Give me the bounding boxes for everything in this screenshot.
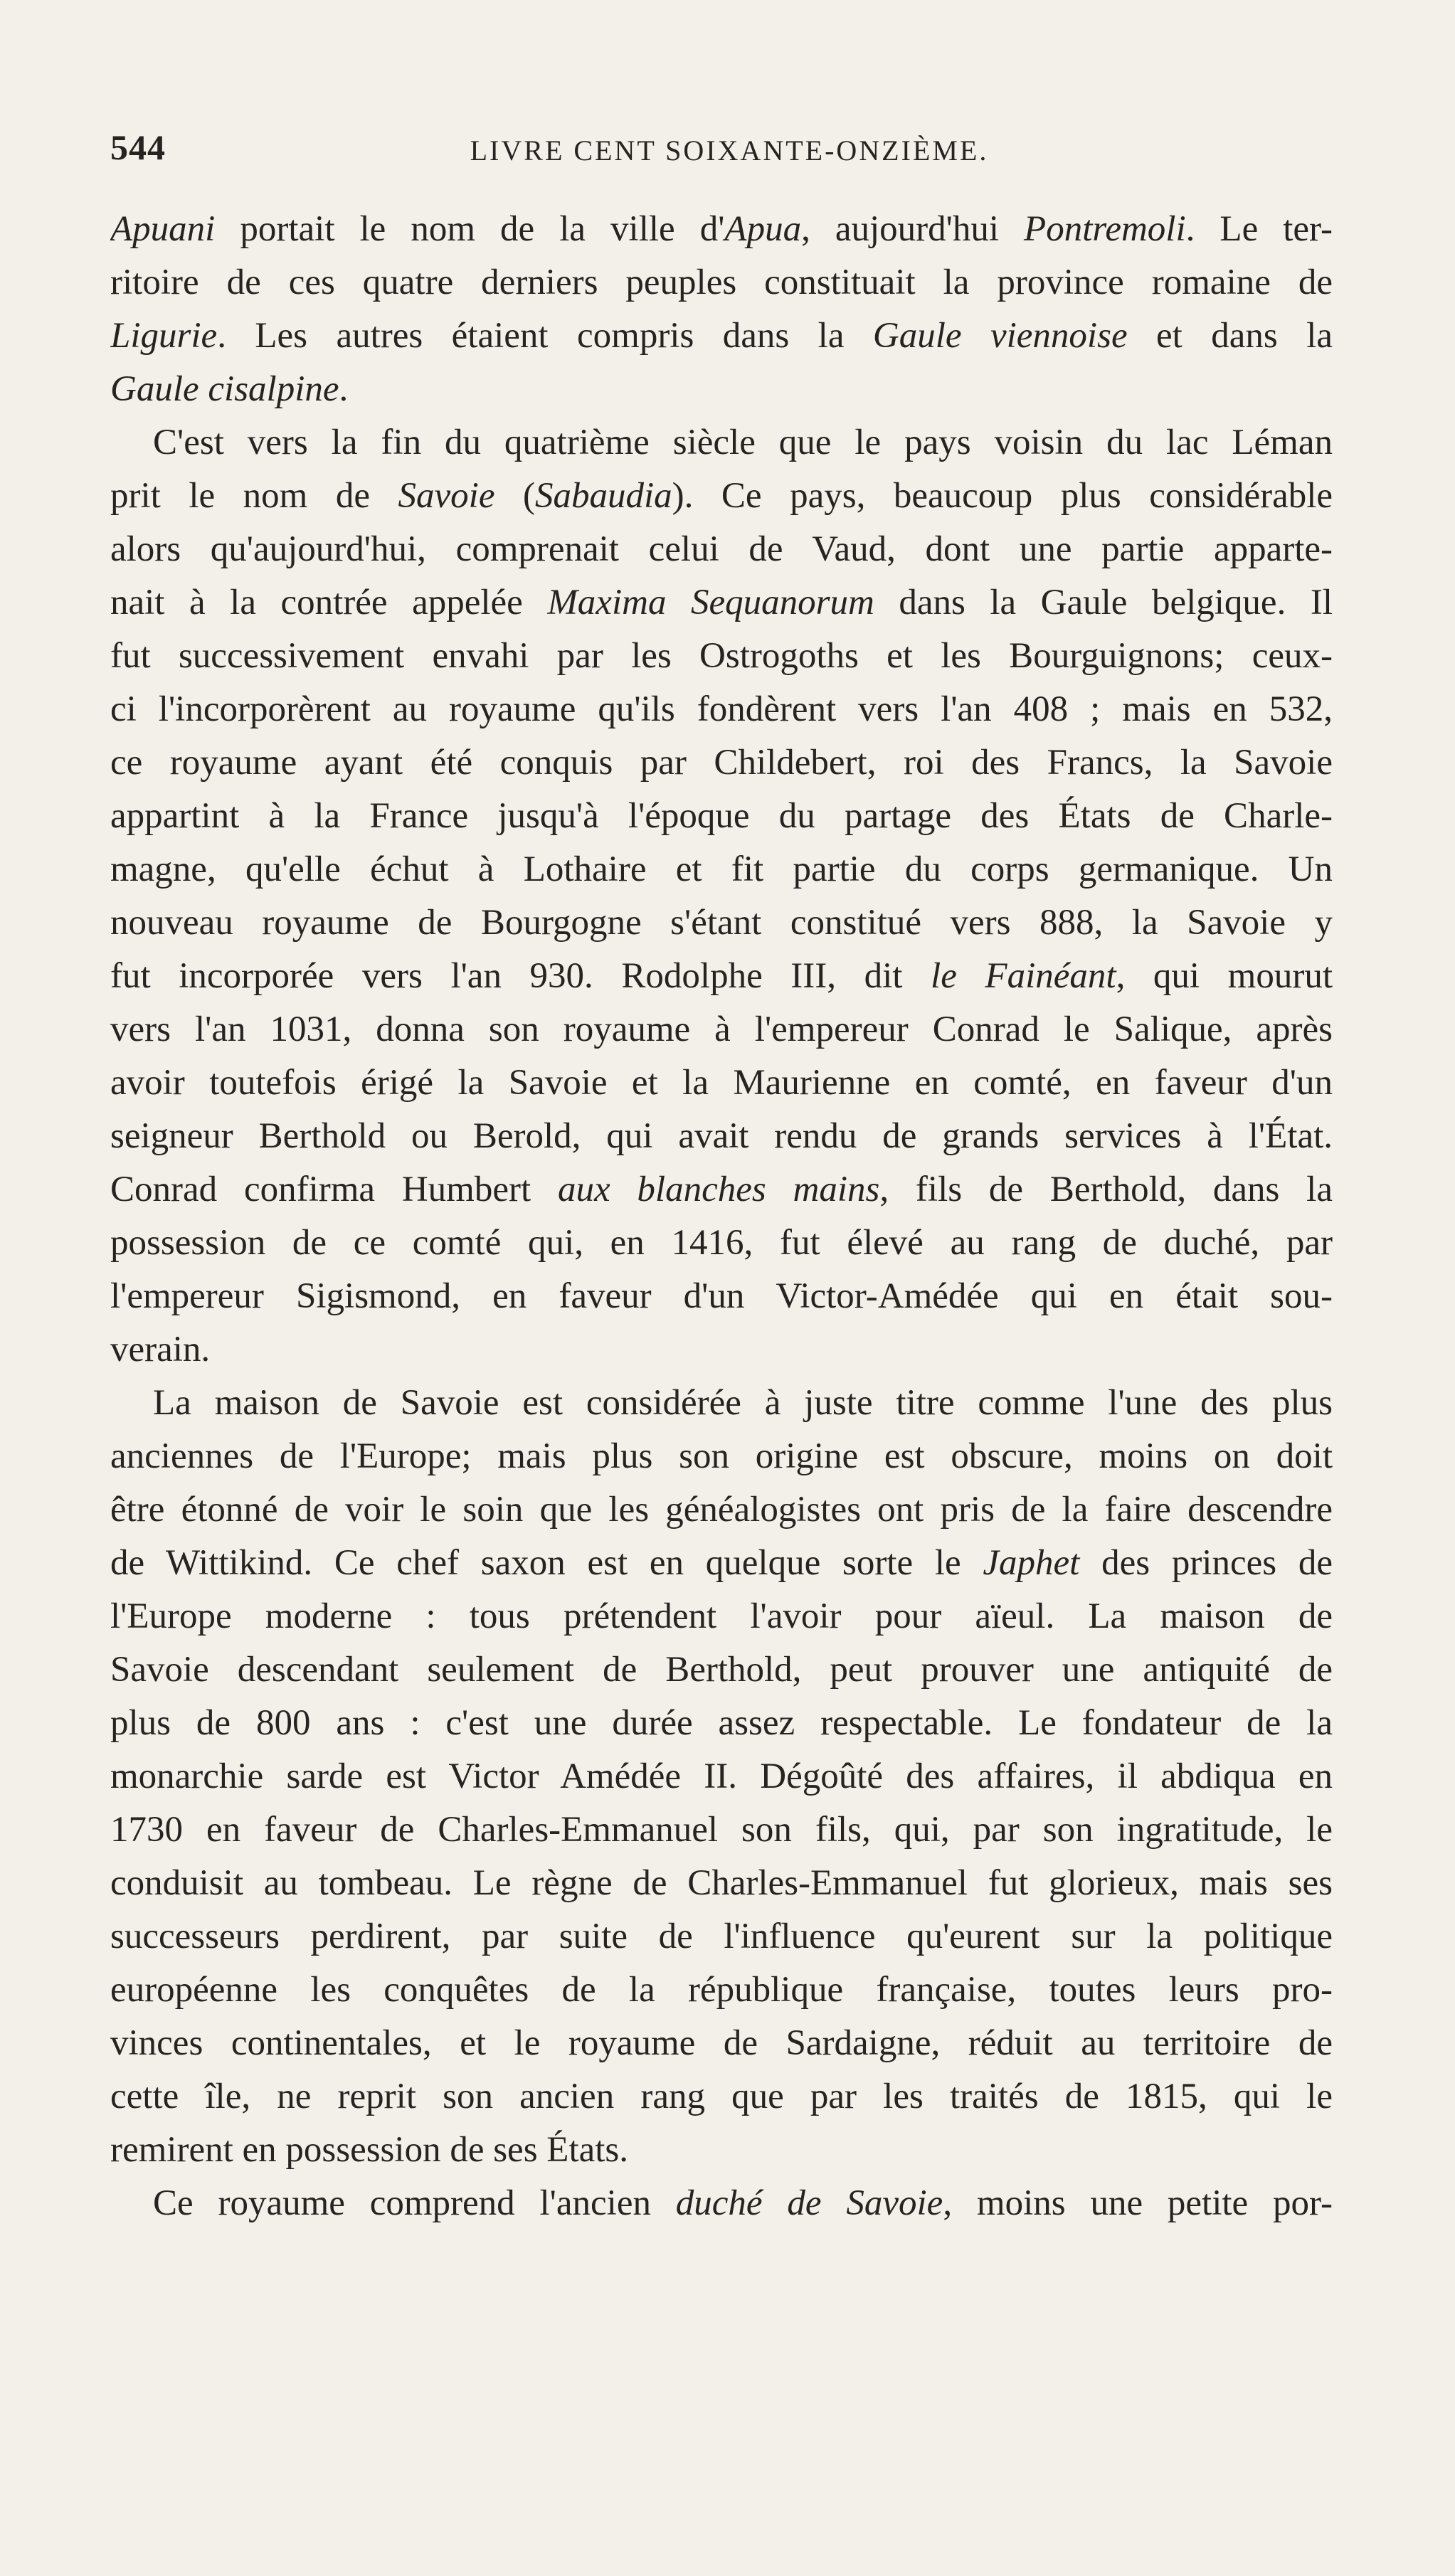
text-line <box>110 576 1333 630</box>
text-segment: ( <box>494 476 535 516</box>
text-segment: nouveau royaume de Bourgogne s'étant constitué vers 888, la Savoie y <box>110 903 1333 943</box>
text-line <box>110 1430 1333 1483</box>
text-line <box>110 1857 1333 1910</box>
text-segment: . Le ter- <box>1185 209 1333 249</box>
text-line <box>110 1910 1333 1963</box>
text-segment: Conrad confirma Humbert <box>110 1170 558 1209</box>
page-header <box>110 127 1334 184</box>
text-segment: ritoire de ces quatre derniers peuples constituait la province romaine de <box>110 263 1333 302</box>
text-segment: européenne les conquêtes de la république française, toutes leurs pro- <box>110 1970 1333 2010</box>
text-line <box>110 950 1333 1003</box>
text-segment: prit le nom de <box>110 476 398 516</box>
text-body <box>110 203 1333 2230</box>
text-segment: ce royaume ayant été conquis par Childebert, roi des Francs, la Savoie <box>110 743 1333 783</box>
text-segment: des princes de <box>1079 1543 1333 1583</box>
running-title: LIVRE CENT SOIXANTE-ONZIÈME. <box>470 134 989 166</box>
text-line <box>110 843 1333 896</box>
text-line <box>110 1750 1333 1803</box>
italic-text: Maxima Sequanorum <box>547 583 874 622</box>
italic-text: Savoie <box>398 476 495 516</box>
text-line <box>110 2124 1333 2177</box>
text-segment: possession de ce comté qui, en 1416, fut élevé au rang de duché, par <box>110 1223 1333 1263</box>
text-line <box>110 523 1333 576</box>
text-segment: C'est vers la fin du quatrième siècle que le pays voisin du lac Léman <box>153 423 1333 462</box>
italic-text: le Fainéant <box>931 956 1116 996</box>
text-line <box>110 1697 1333 1750</box>
text-line <box>110 1056 1333 1110</box>
italic-text: Gaule cisalpine <box>110 369 339 409</box>
text-segment: , aujourd'hui <box>801 209 1025 249</box>
text-segment: anciennes de l'Europe; mais plus son origine est obscure, moins on doit <box>110 1436 1333 1476</box>
text-line <box>110 2177 1333 2230</box>
text-segment: Ce royaume comprend l'ancien <box>153 2183 676 2223</box>
text-line <box>110 683 1333 736</box>
text-segment: l'Europe moderne : tous prétendent l'avoir pour aïeul. La maison de <box>110 1596 1333 1636</box>
italic-text: Apuani <box>110 209 216 249</box>
italic-text: Ligurie <box>110 316 218 356</box>
text-segment: cette île, ne reprit son ancien rang que par les traités de 1815, qui le <box>110 2077 1333 2116</box>
text-segment: . <box>339 369 349 409</box>
text-line <box>110 1590 1333 1643</box>
text-segment: de Wittikind. Ce chef saxon est en quelque sorte le <box>110 1543 983 1583</box>
italic-text: Sabaudia <box>534 476 672 516</box>
italic-text: Japhet <box>983 1543 1080 1583</box>
text-line <box>110 790 1333 843</box>
text-segment: alors qu'aujourd'hui, comprenait celui de Vaud, dont une partie apparte- <box>110 529 1333 569</box>
text-line <box>110 1483 1333 1537</box>
text-segment: et dans la <box>1127 316 1333 356</box>
text-line <box>110 1963 1333 2017</box>
text-line <box>110 896 1333 950</box>
text-segment: plus de 800 ans : c'est une durée assez respectable. Le fondateur de la <box>110 1703 1333 1743</box>
text-segment: magne, qu'elle échut à Lothaire et fit partie du corps germanique. Un <box>110 849 1333 889</box>
text-line <box>110 630 1333 683</box>
text-line <box>110 1803 1333 1857</box>
text-line <box>110 203 1333 256</box>
text-segment: , fils de Berthold, dans la <box>879 1170 1333 1209</box>
text-segment: , moins une petite por- <box>943 2183 1333 2223</box>
text-line <box>110 363 1333 416</box>
text-segment: conduisit au tombeau. Le règne de Charles-Emmanuel fut glorieux, mais ses <box>110 1863 1333 1903</box>
text-segment: vers l'an 1031, donna son royaume à l'empereur Conrad le Salique, après <box>110 1009 1333 1049</box>
text-line <box>110 1537 1333 1590</box>
text-segment: être étonné de voir le soin que les généalogistes ont pris de la faire descendre <box>110 1490 1333 1530</box>
text-line <box>110 416 1333 470</box>
text-segment: Savoie descendant seulement de Berthold, peut prouver une antiquité de <box>110 1650 1333 1690</box>
text-segment: successeurs perdirent, par suite de l'influence qu'eurent sur la politique <box>110 1917 1333 1956</box>
text-segment: monarchie sarde est Victor Amédée II. Dégoûté des affaires, il abdiqua en <box>110 1756 1333 1796</box>
text-segment: remirent en possession de ses États. <box>110 2130 629 2170</box>
text-line <box>110 1110 1333 1163</box>
text-line <box>110 1217 1333 1270</box>
text-line <box>110 1377 1333 1430</box>
text-segment: ). Ce pays, beaucoup plus considérable <box>672 476 1333 516</box>
italic-text: Gaule viennoise <box>872 316 1128 356</box>
text-line <box>110 1323 1333 1377</box>
italic-text: Apua <box>724 209 802 249</box>
text-segment: fut incorporée vers l'an 930. Rodolphe III, dit <box>110 956 931 996</box>
page-number: 544 <box>110 127 166 167</box>
text-segment: portait le nom de la ville d' <box>215 209 725 249</box>
text-line <box>110 470 1333 523</box>
text-segment: appartint à la France jusqu'à l'époque du partage des États de Charle- <box>110 796 1333 836</box>
text-segment: verain. <box>110 1330 211 1369</box>
text-line <box>110 736 1333 790</box>
text-segment: vinces continentales, et le royaume de Sardaigne, réduit au territoire de <box>110 2023 1333 2063</box>
text-segment: fut successivement envahi par les Ostrogoths et les Bourguignons; ceux- <box>110 636 1333 676</box>
text-segment: 1730 en faveur de Charles-Emmanuel son fils, qui, par son ingratitude, le <box>110 1810 1333 1850</box>
text-line <box>110 1163 1333 1217</box>
text-line <box>110 1003 1333 1056</box>
text-segment: l'empereur Sigismond, en faveur d'un Victor-Amédée qui en était sou- <box>110 1276 1333 1316</box>
text-line <box>110 256 1333 309</box>
italic-text: aux blanches mains <box>557 1170 880 1209</box>
italic-text: Pontremoli <box>1024 209 1186 249</box>
text-line <box>110 2070 1333 2124</box>
text-line <box>110 1270 1333 1323</box>
text-line <box>110 2017 1333 2070</box>
text-segment: nait à la contrée appelée <box>110 583 548 622</box>
text-line <box>110 309 1333 363</box>
text-line <box>110 1643 1333 1697</box>
text-segment: ci l'incorporèrent au royaume qu'ils fondèrent vers l'an 408 ; mais en 532, <box>110 689 1333 729</box>
text-segment: La maison de Savoie est considérée à juste titre comme l'une des plus <box>153 1383 1333 1423</box>
italic-text: duché de Savoie <box>675 2183 943 2223</box>
text-segment: . Les autres étaient compris dans la <box>217 316 873 356</box>
text-segment: dans la Gaule belgique. Il <box>874 583 1333 622</box>
text-segment: seigneur Berthold ou Berold, qui avait rendu de grands services à l'État. <box>110 1116 1333 1156</box>
text-segment: avoir toutefois érigé la Savoie et la Maurienne en comté, en faveur d'un <box>110 1063 1333 1103</box>
text-segment: , qui mourut <box>1116 956 1333 996</box>
